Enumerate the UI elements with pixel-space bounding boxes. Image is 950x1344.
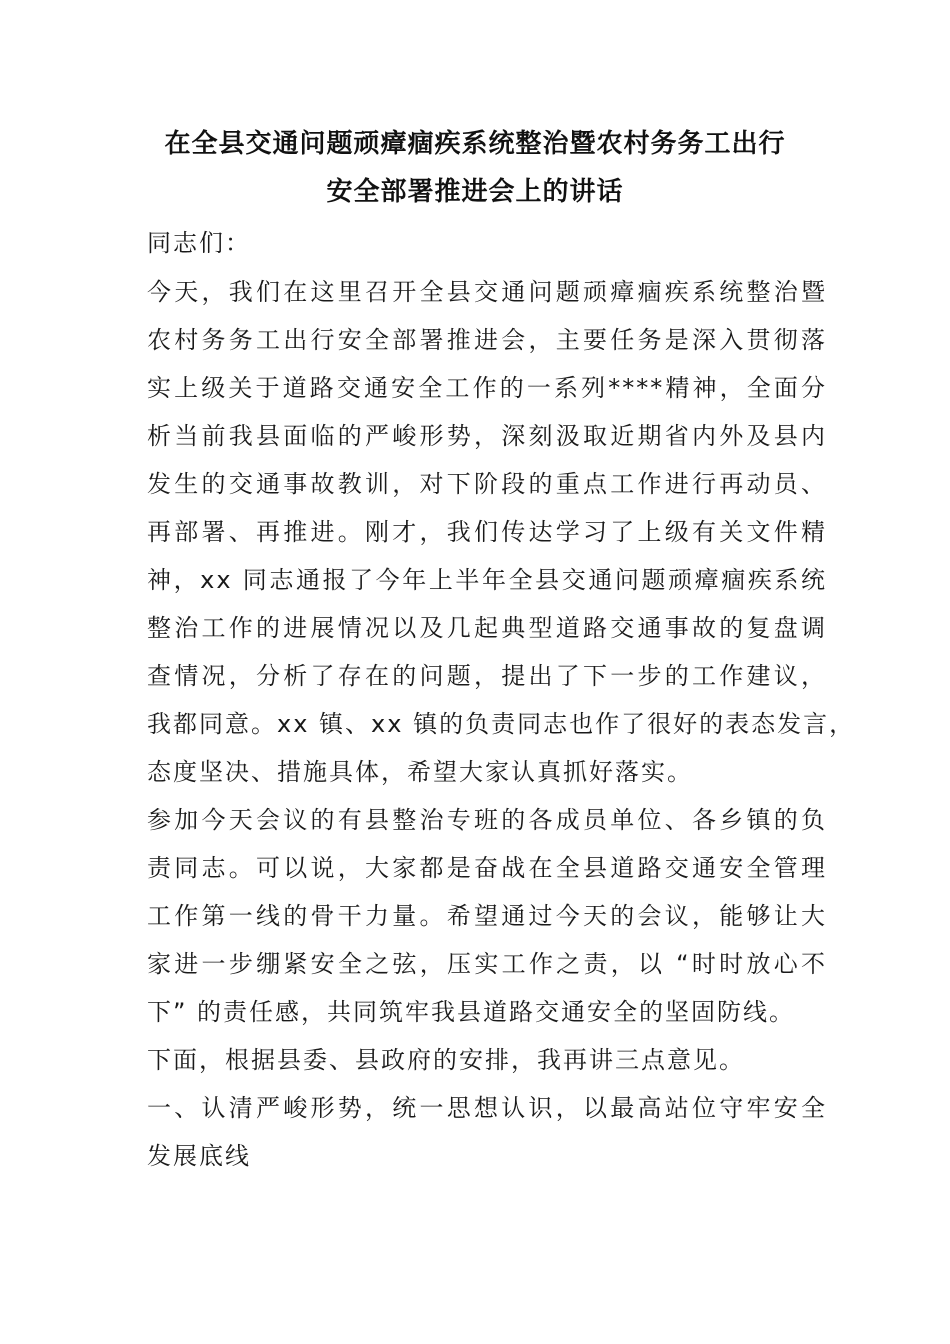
body-line: 责同志。可以说，大家都是奋战在全县道路交通安全管理: [147, 854, 827, 882]
section-heading-line: 一、认清严峻形势，统一思想认识，以最高站位守牢安全: [147, 1094, 827, 1122]
body-line: 神，xx 同志通报了今年上半年全县交通问题顽瘴痼疾系统: [147, 566, 827, 594]
document-title-line-2: 安全部署推进会上的讲话: [326, 177, 624, 207]
body-line: 我都同意。xx 镇、xx 镇的负责同志也作了很好的表态发言，: [147, 710, 856, 738]
body-line: 同志们：: [147, 229, 251, 257]
body-line: 实上级关于道路交通安全工作的一系列****精神，全面分: [147, 374, 827, 402]
body-line: 查情况，分析了存在的问题，提出了下一步的工作建议，: [147, 662, 827, 690]
body-line: 参加今天会议的有县整治专班的各成员单位、各乡镇的负: [147, 806, 827, 834]
body-line: 态度坚决、措施具体，希望大家认真抓好落实。: [147, 758, 693, 786]
body-line: 整治工作的进展情况以及几起典型道路交通事故的复盘调: [147, 614, 827, 642]
document-title-line-1: 在全县交通问题顽瘴痼疾系统整治暨农村务务工出行: [164, 129, 786, 159]
body-line: 发生的交通事故教训，对下阶段的重点工作进行再动员、: [147, 470, 827, 498]
body-line: 工作第一线的骨干力量。希望通过今天的会议，能够让大: [147, 902, 827, 930]
body-line: 家进一步绷紧安全之弦，压实工作之责，以 “时时放心不: [147, 950, 827, 978]
body-line: 今天，我们在这里召开全县交通问题顽瘴痼疾系统整治暨: [147, 278, 827, 306]
body-line: 下面，根据县委、县政府的安排，我再讲三点意见。: [147, 1046, 745, 1074]
body-line: 农村务务工出行安全部署推进会，主要任务是深入贯彻落: [147, 326, 827, 354]
section-heading-line: 发展底线: [147, 1142, 251, 1170]
body-line: 析当前我县面临的严峻形势，深刻汲取近期省内外及县内: [147, 422, 827, 450]
body-line: 再部署、再推进。刚才，我们传达学习了上级有关文件精: [147, 518, 827, 546]
body-line: 下” 的责任感，共同筑牢我县道路交通安全的坚固防线。: [147, 998, 796, 1026]
